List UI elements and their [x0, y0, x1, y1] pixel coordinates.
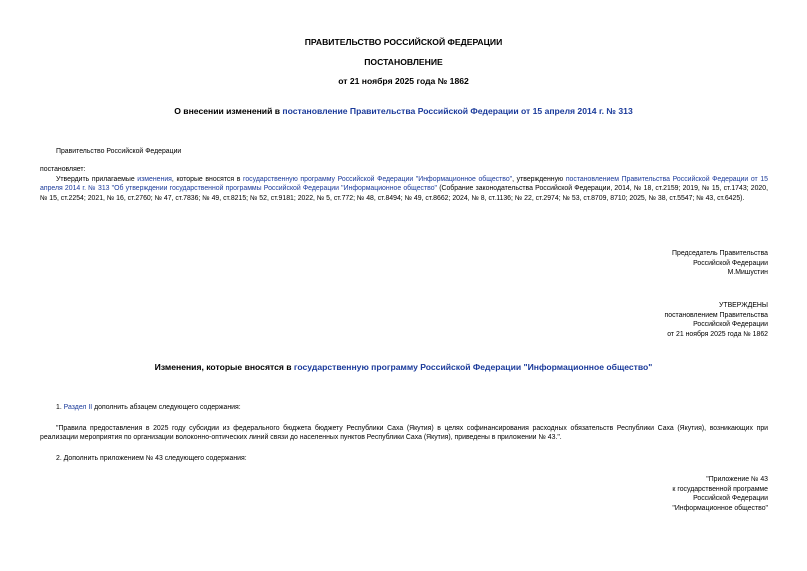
item-2: 2. Дополнить приложением № 43 следующего содержания:	[56, 455, 247, 462]
link-changes[interactable]: изменения	[137, 176, 172, 183]
approved-block	[665, 301, 769, 339]
appendix-line-2: к государственной программе	[672, 485, 768, 493]
signature-line-1: Председатель Правительства	[672, 250, 768, 257]
government-heading: ПРАВИТЕЛЬСТВО РОССИЙСКОЙ ФЕДЕРАЦИИ	[304, 37, 503, 47]
item-1-number: 1.	[56, 404, 64, 411]
link-resolution-313[interactable]: постановлением Правительства Российской Федерации от 15 апреля 2014 г. № 313 "Об утверждении государственной программы Российской Федерации "Информационное общество"	[40, 176, 768, 193]
item-1	[56, 403, 241, 412]
approved-line-4: от 21 ноября 2025 года № 1862	[667, 330, 768, 338]
title-link[interactable]: постановление Правительства Российской Федерации от 15 апреля 2014 г. № 313	[282, 106, 633, 116]
approved-line-2: постановлением Правительства	[664, 311, 768, 319]
issuer-text: Правительство Российской Федерации	[56, 148, 182, 155]
p1-text-c: , утвержденную	[512, 176, 566, 183]
changes-title-prefix: Изменения, которые вносятся в	[154, 362, 294, 372]
doc-type-heading: ПОСТАНОВЛЕНИЕ	[364, 57, 443, 67]
decides-text: постановляет:	[40, 166, 86, 173]
doc-date-number: от 21 ноября 2025 года № 1862	[338, 76, 469, 86]
approved-line-3: Российской Федерации	[693, 321, 768, 329]
signature-line-3: М.Мишустин	[727, 269, 768, 277]
title-prefix: О внесении изменений в	[174, 106, 283, 116]
signature-line-2: Российской Федерации	[693, 259, 768, 267]
p1-text-a: Утвердить прилагаемые	[56, 176, 138, 183]
p1-text-d: (Собрание законодательства Российской Федерации, 2014, № 18, ст.2159; 2019, № 15, ст.1743; 2020, № 15, ст.2254; 2021, № 16, ст.2760; № 47, ст.7836; № 49, ст.8215; № 52, ст.9181; 2022, № 5, ст.772; № 48, ст.8494; № 49, ст.8662; 2024, № 8, ст.1136; № 22, ст.2974; № 53, ст.8709, 8710; 2025, № 38, ст.5547; № 43, ст.6425).	[40, 185, 768, 202]
appendix-line-4: "Информационное общество"	[672, 504, 768, 512]
link-section-2[interactable]: Раздел II	[63, 404, 93, 411]
appendix-line-1: "Приложение № 43	[706, 476, 768, 483]
changes-title	[0, 362, 807, 372]
document-title	[0, 106, 807, 116]
item-1-text: дополнить абзацем следующего содержания:	[92, 404, 241, 411]
changes-title-link[interactable]: государственную программу Российской Федерации "Информационное общество"	[293, 362, 653, 372]
quote-paragraph: "Правила предоставления в 2025 году субсидии из федерального бюджета бюджету Республики Саха (Якутия) в целях софинансирования расходных обязательств Республики Саха (Якутия), возникающих при реализации мероприятия по организации волоконно-оптических линий связи до населенных пунктов Республики Саха (Якутия), приведены в приложении № 43.".	[40, 425, 768, 442]
signature-block	[672, 249, 768, 278]
paragraph-approve	[40, 175, 768, 203]
appendix-line-3: Российской Федерации	[693, 495, 768, 503]
approved-line-1: УТВЕРЖДЕНЫ	[719, 302, 768, 309]
appendix-block	[672, 475, 768, 513]
p1-text-b: , которые вносятся в	[171, 176, 243, 183]
link-state-program[interactable]: государственную программу Российской Федерации "Информационное общество"	[242, 176, 513, 183]
